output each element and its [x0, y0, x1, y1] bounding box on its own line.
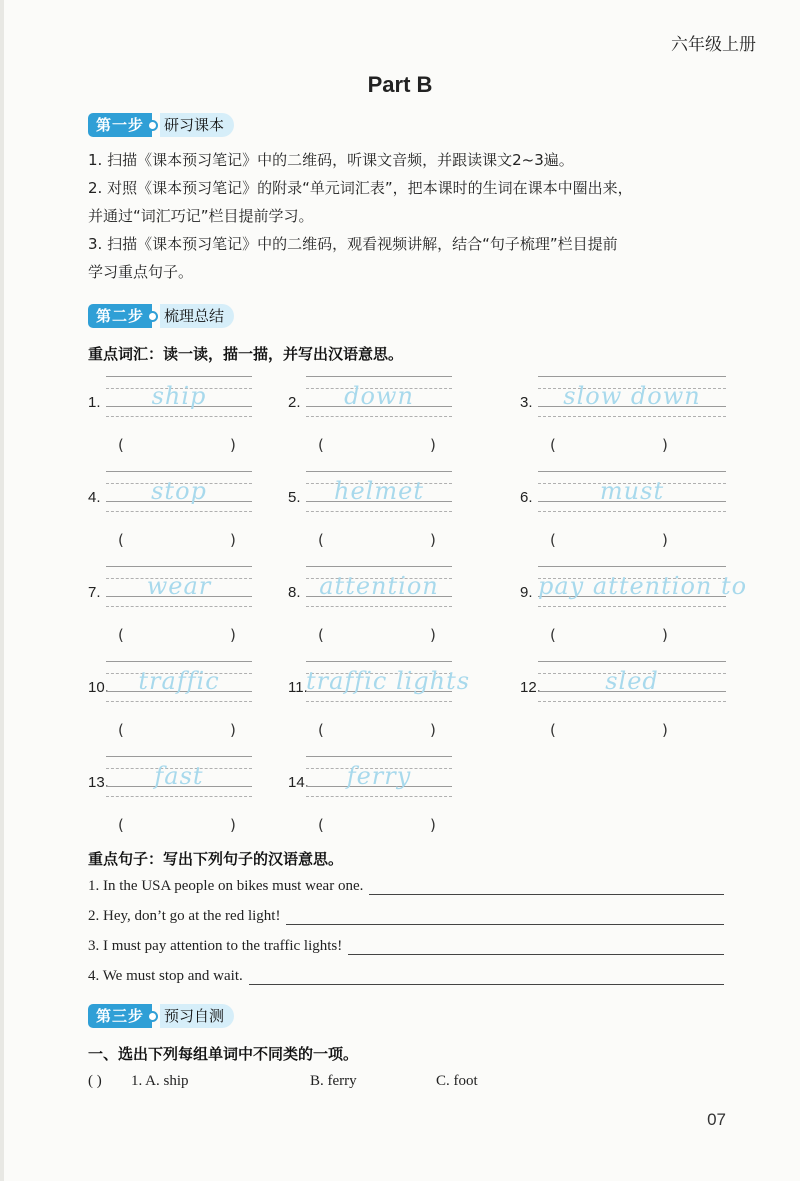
vocab-item [520, 471, 710, 571]
vocab-item [88, 661, 278, 761]
vocab-item [288, 661, 478, 761]
paren-open: ( [118, 626, 124, 644]
paren-open: ( [118, 816, 124, 834]
paren-close: ) [662, 531, 668, 549]
paren-close: ) [662, 626, 668, 644]
trace-word: attention [319, 572, 439, 600]
sentence-row [88, 908, 724, 925]
step-name: 梳理总结 [160, 304, 234, 328]
vocab-item [288, 566, 478, 666]
vocab-item [288, 376, 478, 476]
trace-word: slow down [563, 382, 701, 410]
badge-dot-icon [147, 1011, 158, 1022]
paren-open: ( [118, 436, 124, 454]
badge-dot-icon [147, 120, 158, 131]
sentence-text: 2. Hey, don’t go at the red light! [88, 908, 281, 924]
trace-word: down [344, 382, 414, 410]
paren-open: ( [550, 626, 556, 644]
sentence-text: 3. I must pay attention to the traffic lights! [88, 938, 343, 954]
meaning-blank[interactable] [318, 531, 438, 549]
paren-open: ( [318, 531, 324, 549]
trace-word: must [599, 477, 665, 505]
step-name: 研习课本 [160, 113, 234, 137]
item-number: 11. [288, 679, 308, 696]
item-number: 5. [288, 489, 301, 506]
trace-word: ferry [346, 762, 412, 790]
paren-open: ( [118, 531, 124, 549]
sentence-text: 1. In the USA people on bikes must wear one. [88, 878, 364, 894]
item-number: 14. [288, 774, 309, 791]
paren-open: ( [318, 721, 324, 739]
paren-close: ) [230, 436, 236, 454]
meaning-blank[interactable] [318, 721, 438, 739]
item-number: 2. [288, 394, 301, 411]
item-number: 1. [88, 394, 101, 411]
paren-open: ( [550, 436, 556, 454]
trace-word: fast [154, 762, 204, 790]
item-number: 12. [520, 679, 541, 696]
paren-close: ) [662, 436, 668, 454]
step1-badge [88, 113, 234, 137]
sentence-heading: 重点句子：写出下列句子的汉语意思。 [88, 850, 344, 868]
trace-word: wear [146, 572, 212, 600]
paren-close: ) [230, 816, 236, 834]
item-number: 7. [88, 584, 101, 601]
paren-close: ) [430, 531, 436, 549]
page-title: Part B [367, 72, 433, 97]
paren-close: ) [430, 626, 436, 644]
step-name: 预习自测 [160, 1004, 234, 1028]
item-number: 9. [520, 584, 533, 601]
paren-open: ( [318, 816, 324, 834]
paren-open: ( [118, 721, 124, 739]
vocab-item [88, 566, 278, 666]
paren-close: ) [430, 721, 436, 739]
vocab-item [288, 756, 478, 856]
vocab-item [520, 376, 710, 476]
item-number: 8. [288, 584, 301, 601]
option-a: 1. A. ship [131, 1073, 189, 1089]
trace-word: traffic lights [306, 667, 471, 695]
paren-open: ( [550, 721, 556, 739]
step2-badge [88, 304, 234, 328]
item-number: 6. [520, 489, 533, 506]
vocab-item [520, 661, 710, 761]
step-number: 第三步 [88, 1004, 152, 1028]
sentence-row [88, 878, 724, 895]
option-b: B. ferry [310, 1073, 357, 1089]
step1-instructions [88, 146, 728, 286]
trace-word: sled [605, 667, 659, 695]
meaning-blank[interactable] [550, 436, 670, 454]
badge-dot-icon [147, 311, 158, 322]
trace-word: traffic [138, 667, 220, 695]
answer-blank[interactable] [348, 953, 724, 955]
trace-word: helmet [334, 477, 424, 505]
meaning-blank[interactable] [118, 721, 238, 739]
meaning-blank[interactable] [318, 816, 438, 834]
step3-badge [88, 1004, 234, 1028]
vocab-item [88, 471, 278, 571]
sentence-row [88, 968, 724, 985]
page-edge [0, 0, 4, 1181]
grade-label: 六年级上册 [671, 35, 756, 55]
instruction-line: 学习重点句子。 [88, 263, 194, 281]
vocab-heading: 重点词汇：读一读，描一描，并写出汉语意思。 [88, 345, 404, 363]
option-c: C. foot [436, 1073, 478, 1089]
item-number: 10. [88, 679, 109, 696]
paren-open: ( [318, 436, 324, 454]
answer-bracket[interactable]: ( ) [88, 1073, 102, 1089]
step-number: 第一步 [88, 113, 152, 137]
meaning-blank[interactable] [550, 626, 670, 644]
item-number: 13. [88, 774, 109, 791]
answer-blank[interactable] [286, 923, 724, 925]
paren-open: ( [318, 626, 324, 644]
paren-close: ) [230, 531, 236, 549]
vocab-item [88, 376, 278, 476]
instruction-line: 2. 对照《课本预习笔记》的附录“单元词汇表”，把本课时的生词在课本中圈出来， [88, 179, 633, 197]
meaning-blank[interactable] [550, 721, 670, 739]
meaning-blank[interactable] [318, 626, 438, 644]
instruction-line: 1. 扫描《课本预习笔记》中的二维码，听课文音频，并跟读课文2~3遍。 [88, 151, 574, 169]
step-number: 第二步 [88, 304, 152, 328]
vocab-item [288, 471, 478, 571]
item-number: 3. [520, 394, 533, 411]
meaning-blank[interactable] [118, 626, 238, 644]
vocab-item [88, 756, 278, 856]
meaning-blank[interactable] [118, 816, 238, 834]
instruction-line: 3. 扫描《课本预习笔记》中的二维码，观看视频讲解，结合“句子梳理”栏目提前 [88, 235, 618, 253]
paren-close: ) [230, 626, 236, 644]
sentence-row [88, 938, 724, 955]
paren-open: ( [550, 531, 556, 549]
answer-blank[interactable] [249, 983, 724, 985]
sentence-text: 4. We must stop and wait. [88, 968, 243, 984]
instruction-line: 并通过“词汇巧记”栏目提前学习。 [88, 207, 314, 225]
question-heading: 一、选出下列每组单词中不同类的一项。 [88, 1045, 359, 1063]
meaning-blank[interactable] [118, 436, 238, 454]
page-number: 07 [707, 1110, 726, 1129]
trace-word: stop [151, 477, 207, 505]
meaning-blank[interactable] [118, 531, 238, 549]
paren-close: ) [430, 816, 436, 834]
meaning-blank[interactable] [550, 531, 670, 549]
meaning-blank[interactable] [318, 436, 438, 454]
paren-close: ) [430, 436, 436, 454]
vocab-item [520, 566, 748, 666]
trace-word: ship [151, 382, 207, 410]
paren-close: ) [662, 721, 668, 739]
paren-close: ) [230, 721, 236, 739]
answer-blank[interactable] [369, 893, 724, 895]
trace-word: pay attention to [538, 572, 748, 600]
item-number: 4. [88, 489, 101, 506]
